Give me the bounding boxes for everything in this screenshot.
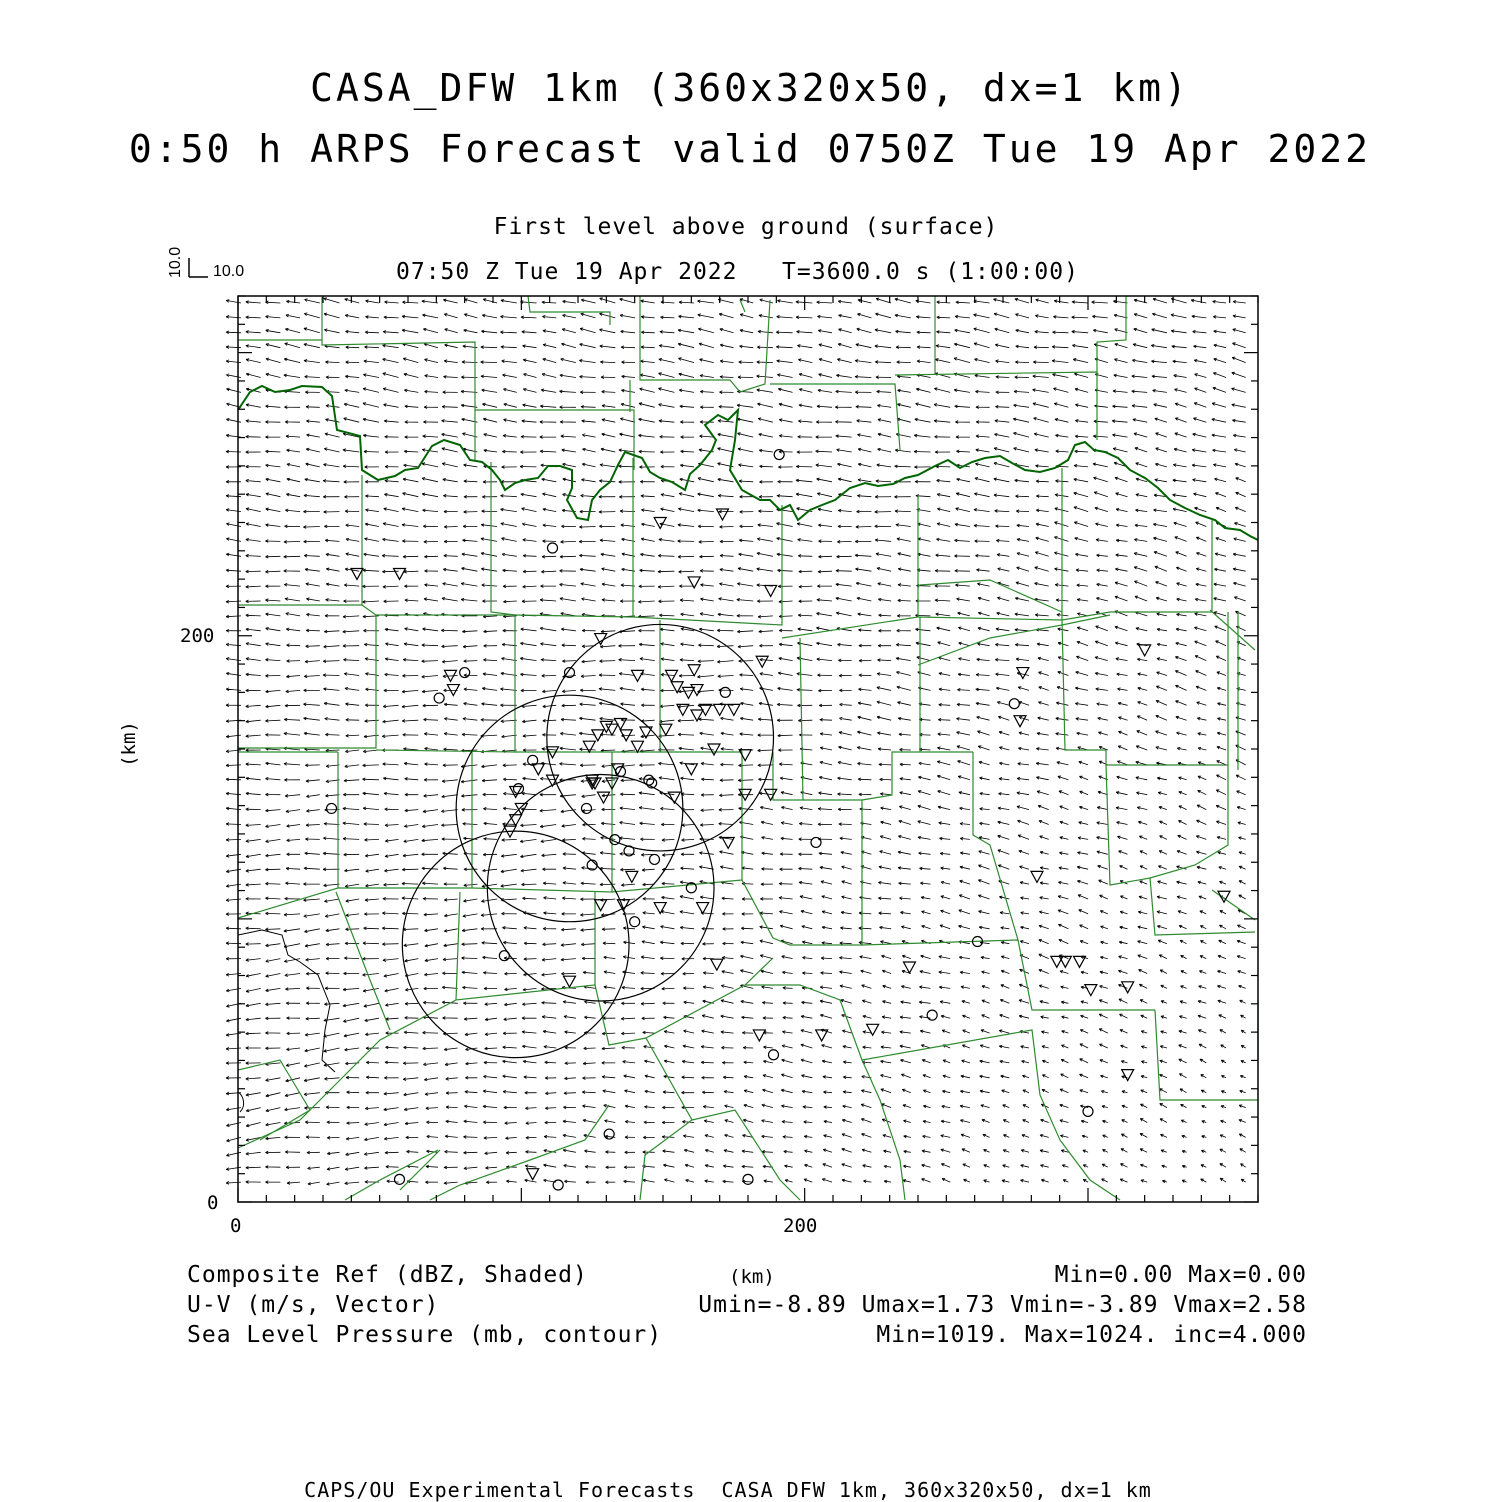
station-triangle-16 xyxy=(660,724,672,735)
vector-key-v-label: 10.0 xyxy=(167,246,184,278)
county-line-28 xyxy=(862,1030,1120,1200)
county-line-21 xyxy=(862,752,973,800)
county-line-12 xyxy=(660,752,742,880)
station-triangle-34 xyxy=(510,786,522,797)
y-tick-label-0: 0 xyxy=(207,1192,219,1214)
time-subtitle: 07:50 Z Tue 19 Apr 2022 T=3600.0 s (1:00:00) xyxy=(396,259,1079,285)
station-triangle-64 xyxy=(1085,985,1097,996)
station-triangle-21 xyxy=(600,721,612,732)
chart-title-line1: CASA_DFW 1km (360x320x50, dx=1 km) xyxy=(310,66,1190,110)
station-circle-0 xyxy=(548,543,558,553)
station-circle-11 xyxy=(616,767,626,777)
station-triangle-54 xyxy=(753,1030,765,1041)
station-circle-21 xyxy=(927,1010,937,1020)
station-triangle-3 xyxy=(654,518,666,529)
station-circle-27 xyxy=(395,1174,405,1184)
county-line-25 xyxy=(1106,765,1255,935)
station-circle-19 xyxy=(499,951,509,961)
county-line-9 xyxy=(918,615,1110,665)
legend-field3-range: Min=1019. Max=1024. inc=4.000 xyxy=(876,1322,1307,1348)
county-line-47 xyxy=(770,384,900,450)
county-line-32 xyxy=(345,1150,438,1200)
station-markers xyxy=(327,450,1231,1190)
station-circle-28 xyxy=(1009,699,1019,709)
y-tick-label-200: 200 xyxy=(180,625,215,647)
station-triangle-9 xyxy=(666,670,678,681)
station-circle-9 xyxy=(644,775,654,785)
station-circle-4 xyxy=(720,687,730,697)
station-triangle-69 xyxy=(527,1169,539,1180)
county-line-46 xyxy=(740,300,770,392)
county-line-36 xyxy=(692,1110,800,1200)
county-line-38 xyxy=(1210,610,1255,650)
station-triangle-48 xyxy=(595,900,607,911)
station-triangle-47 xyxy=(626,871,638,882)
station-triangle-40 xyxy=(685,764,697,775)
station-triangle-11 xyxy=(683,687,695,698)
station-triangle-39 xyxy=(739,750,751,761)
station-triangle-52 xyxy=(711,959,723,970)
station-circle-8 xyxy=(582,803,592,813)
county-line-11 xyxy=(515,620,660,752)
station-triangle-4 xyxy=(717,509,729,520)
county-line-54 xyxy=(740,300,745,312)
county-line-51 xyxy=(528,296,610,325)
lake-shoreline xyxy=(238,930,335,1072)
county-line-45 xyxy=(640,296,740,392)
station-triangle-63 xyxy=(1074,956,1086,967)
station-triangle-8 xyxy=(632,670,644,681)
station-triangle-72 xyxy=(688,665,700,676)
lake-shoreline-small xyxy=(238,1092,244,1112)
station-circle-26 xyxy=(553,1180,563,1190)
red-river-border xyxy=(238,386,1258,540)
station-circle-25 xyxy=(743,1174,753,1184)
station-triangle-60 xyxy=(1031,871,1043,882)
vector-reference-key xyxy=(189,258,208,277)
x-tick-label-0: 0 xyxy=(230,1215,242,1237)
vector-key-u-label: 10.0 xyxy=(213,263,245,280)
county-line-10 xyxy=(773,638,803,800)
county-line-5 xyxy=(633,505,782,625)
county-boundaries xyxy=(238,296,1258,1200)
station-triangle-15 xyxy=(728,704,740,715)
legend-field2-name: U-V (m/s, Vector) xyxy=(187,1292,440,1318)
station-triangle-68 xyxy=(1122,1070,1134,1081)
station-triangle-10 xyxy=(671,682,683,693)
radar-range-rings xyxy=(402,624,773,1057)
county-line-15 xyxy=(238,888,338,918)
station-circle-20 xyxy=(769,1050,779,1060)
station-triangle-61 xyxy=(1051,956,1063,967)
county-line-34 xyxy=(238,1060,310,1140)
county-line-35 xyxy=(336,892,390,1030)
station-circle-12 xyxy=(811,837,821,847)
legend-field3-name: Sea Level Pressure (mb, contour) xyxy=(187,1322,663,1348)
station-triangle-56 xyxy=(867,1024,879,1035)
chart-title-line2: 0:50 h ARPS Forecast valid 0750Z Tue 19 Apr 2022 xyxy=(128,127,1372,171)
station-triangle-53 xyxy=(564,976,576,987)
county-line-13 xyxy=(338,752,472,888)
footer-credit: CAPS/OU Experimental Forecasts CASA DFW 1km, 360x320x50, dx=1 km xyxy=(304,1478,1152,1502)
county-line-33 xyxy=(238,1000,456,1148)
county-line-16 xyxy=(472,752,612,892)
county-line-8 xyxy=(1062,520,1212,620)
station-triangle-65 xyxy=(1122,982,1134,993)
county-line-20 xyxy=(742,800,862,945)
station-circle-2 xyxy=(460,668,470,678)
legend-field1-name: Composite Ref (dBZ, Shaded) xyxy=(187,1262,588,1288)
station-circle-6 xyxy=(327,803,337,813)
station-triangle-57 xyxy=(904,962,916,973)
x-tick-label-200: 200 xyxy=(783,1215,818,1237)
station-triangle-6 xyxy=(765,585,777,596)
radar-ring-1 xyxy=(487,774,714,1001)
legend-field1-range: Min=0.00 Max=0.00 xyxy=(1054,1262,1307,1288)
county-line-0 xyxy=(238,475,362,605)
x-axis-unit: (km) xyxy=(729,1266,775,1288)
station-triangle-14 xyxy=(714,704,726,715)
station-circle-24 xyxy=(604,1129,614,1139)
county-line-41 xyxy=(400,1150,440,1190)
station-triangle-62 xyxy=(1059,956,1071,967)
station-circle-29 xyxy=(434,693,444,703)
county-line-24 xyxy=(1062,612,1228,765)
legend-field2-range: Umin=-8.89 Umax=1.73 Vmin=-3.89 Vmax=2.58 xyxy=(698,1292,1307,1318)
county-line-43 xyxy=(475,410,634,470)
station-triangle-55 xyxy=(816,1030,828,1041)
station-triangle-25 xyxy=(583,741,595,752)
county-line-23 xyxy=(973,752,1155,1010)
level-subtitle: First level above ground (surface) xyxy=(493,214,999,240)
station-circle-15 xyxy=(650,854,660,864)
station-triangle-66 xyxy=(1139,645,1151,656)
station-triangle-45 xyxy=(756,656,768,667)
y-axis-unit: (km) xyxy=(117,721,140,767)
county-line-37 xyxy=(1155,1010,1258,1100)
station-triangle-33 xyxy=(598,792,610,803)
county-line-40 xyxy=(1212,890,1255,920)
county-line-18 xyxy=(456,892,595,1000)
county-line-2 xyxy=(376,615,515,752)
county-line-7 xyxy=(918,468,1062,620)
station-circle-18 xyxy=(630,917,640,927)
station-triangle-0 xyxy=(394,568,406,579)
